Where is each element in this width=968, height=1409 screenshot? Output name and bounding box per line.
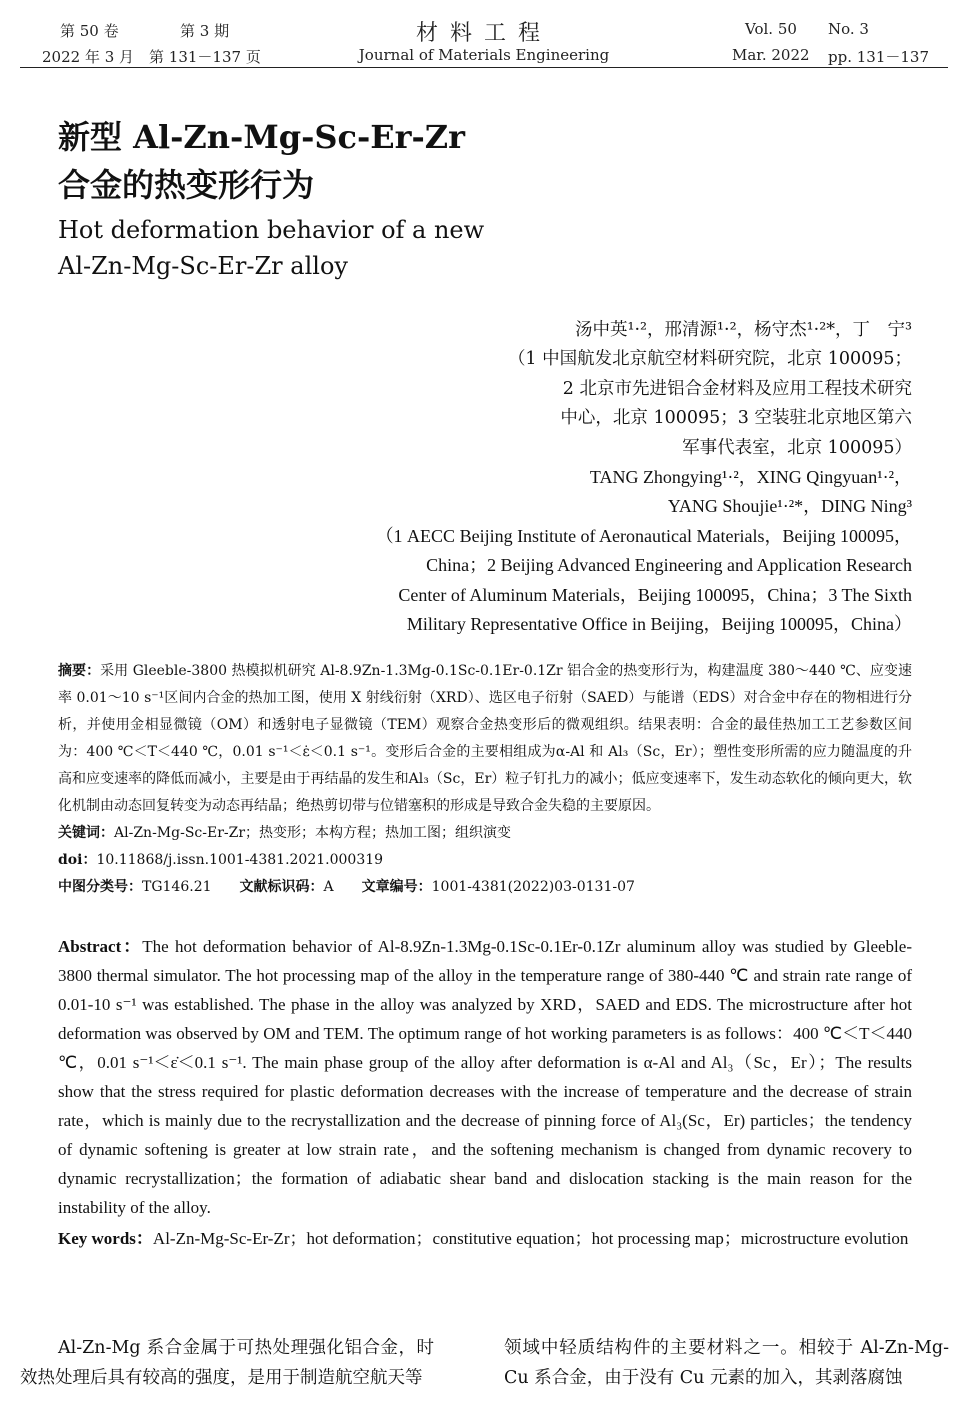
affiliation-cn-line: 中心，北京 100095；3 空装驻北京地区第六 xyxy=(560,408,912,429)
journal-name-cn: 材料工程 xyxy=(415,21,552,46)
keywords-en xyxy=(58,1224,912,1253)
title-cn xyxy=(58,113,465,209)
doi-text: 10.11868/j.issn.1001-4381.2021.000319 xyxy=(96,852,384,868)
abstract-en-section xyxy=(58,932,912,1253)
abstract-en xyxy=(58,932,912,1222)
abstract-cn-section xyxy=(58,658,912,901)
journal-header xyxy=(20,14,948,68)
doi-label: doi： xyxy=(58,852,97,868)
keywords-cn-label: 关键词： xyxy=(58,825,114,841)
doc-code-label: 文献标识码： xyxy=(239,879,324,895)
volume-cn: 第 50 卷 xyxy=(60,22,119,40)
affiliation-en-line: China；2 Beijing Advanced Engineering and Application Research xyxy=(426,555,912,576)
authors-en-line: YANG Shoujie¹·²*，DING Ning³ xyxy=(667,496,912,517)
keywords-cn xyxy=(58,820,912,847)
affiliation-en-line: Military Representative Office in Beijing，Beijing 100095，China） xyxy=(406,614,912,635)
classification-line xyxy=(58,874,912,901)
keywords-en-text: Al-Zn-Mg-Sc-Er-Zr；hot deformation；constitutive equation；hot processing map；microstructure evolution xyxy=(152,1229,909,1248)
affiliation-cn-line: 2 北京市先进铝合金材料及应用工程技术研究 xyxy=(562,378,912,399)
pages-en: pp. 131－137 xyxy=(828,48,930,66)
affiliation-cn-line: 军事代表室，北京 100095） xyxy=(682,437,912,458)
date-pages-cn: 2022 年 3 月 第 131－137 页 xyxy=(42,48,261,66)
abstract-cn xyxy=(58,658,912,820)
title-en-line1: Hot deformation behavior of a new xyxy=(58,216,485,244)
authors-cn: 汤中英¹·²，邢清源¹·²，杨守杰¹·²*，丁 宁³ xyxy=(574,320,912,340)
abstract-en-label: Abstract： xyxy=(58,937,143,956)
affiliation-en-line: Center of Aluminum Materials，Beijing 100095，China；3 The Sixth xyxy=(398,584,912,605)
article-no-value: 1001-4381(2022)03-0131-07 xyxy=(431,879,635,895)
keywords-en-label: Key words： xyxy=(58,1229,153,1248)
title-en-line2: Al-Zn-Mg-Sc-Er-Zr alloy xyxy=(58,252,348,280)
volume-en: Vol. 50 xyxy=(745,20,797,38)
affiliation-en-line: （1 AECC Beijing Institute of Aeronautical Materials，Beijing 100095， xyxy=(375,525,912,546)
title-cn-line1: 新型 Al-Zn-Mg-Sc-Er-Zr xyxy=(58,118,466,156)
issue-en: No. 3 xyxy=(828,20,869,38)
abstract-cn-label: 摘要： xyxy=(58,663,101,679)
journal-name-en: Journal of Materials Engineering xyxy=(358,46,610,64)
abstract-en-text: The hot deformation behavior of Al-8.9Zn-1.3Mg-0.1Sc-0.1Er-0.1Zr aluminum alloy was studied by Gleeble-3800 thermal simulator. The hot processing map of the alloy in the temperature range of 380-440 ℃ and strain rate range of 0.01-10 s⁻¹ was established. The phase in the alloy was analyzed by XRD，SAED and EDS. The microstructure after hot deformation was observed by OM and TEM. The optimum range of hot working parameters is as follows：400 ℃＜T＜440 ℃，0.01 s⁻¹＜ε̇＜0.1 s⁻¹. The main phase group of the alloy after deformation is α-Al and Al₃（Sc，Er）；The results show that the stress required for plastic deformation decreases with the increase of temperature and the decrease of strain rate，which is mainly due to the recrystallization and the decrease of pinning force of Al₃(Sc，Er) particles；the tendency of dynamic softening is greater at low strain rate，and the softening mechanism is changed from dynamic recovery to dynamic recrystallization；the formation of adiabatic shear band and dislocation stacking is the main reason for the instability of the alloy. xyxy=(58,937,912,1217)
title-cn-line2: 合金的热变形行为 xyxy=(58,166,315,204)
body-column-right: 领域中轻质结构件的主要材料之一。相较于 Al-Zn-Mg-Cu 系合金，由于没有 Cu 元素的加入，其剥落腐蚀 xyxy=(504,1338,949,1388)
affiliation-cn-line: （1 中国航发北京航空材料研究院，北京 100095； xyxy=(507,349,912,370)
article-no-label: 文章编号： xyxy=(361,879,432,895)
issue-cn: 第 3 期 xyxy=(180,22,230,40)
body-column-left: Al-Zn-Mg 系合金属于可热处理强化铝合金，时效热处理后具有较高的强度，是用于制造航空航天等 xyxy=(20,1338,434,1388)
authors-en-line: TANG Zhongying¹·²，XING Qingyuan¹·²， xyxy=(589,467,912,488)
doi xyxy=(58,847,912,874)
keywords-cn-text: Al-Zn-Mg-Sc-Er-Zr；热变形；本构方程；热加工图；组织演变 xyxy=(114,825,512,841)
clc-value: TG146.21 xyxy=(142,879,212,895)
date-en: Mar. 2022 xyxy=(732,46,810,64)
doc-code-value: A xyxy=(323,879,334,895)
title-en xyxy=(58,212,484,284)
abstract-cn-text: 采用 Gleeble-3800 热模拟机研究 Al-8.9Zn-1.3Mg-0.1Sc-0.1Er-0.1Zr 铝合金的热变形行为，构建温度 380～440 ℃、应变速率 0.01～10 s⁻¹区间内合金的热加工图，使用 X 射线衍射（XRD）、选区电子衍射（SAED）与能谱（EDS）对合金中存在的物相进行分析，并使用金相显微镜（OM）和透射电子显微镜（TEM）观察合金热变形后的微观组织。结果表明：合金的最佳热加工工艺参数区间为：400 ℃＜T＜440 ℃，0.01 s⁻¹＜ε̇＜0.1 s⁻¹。变形后合金的主要相组成为α-Al 和 Al₃（Sc，Er）；塑性变形所需的应力随温度的升高和应变速率的降低而减小，主要是由于再结晶的发生和Al₃（Sc，Er）粒子钉扎力的减小；低应变速率下，发生动态软化的倾向更大，软化机制由动态回复转变为动态再结晶；绝热剪切带与位错塞积的形成是导致合金失稳的主要原因。 xyxy=(58,663,912,814)
author-block xyxy=(272,316,912,639)
clc-label: 中图分类号： xyxy=(58,879,142,895)
header-rule xyxy=(20,67,948,68)
